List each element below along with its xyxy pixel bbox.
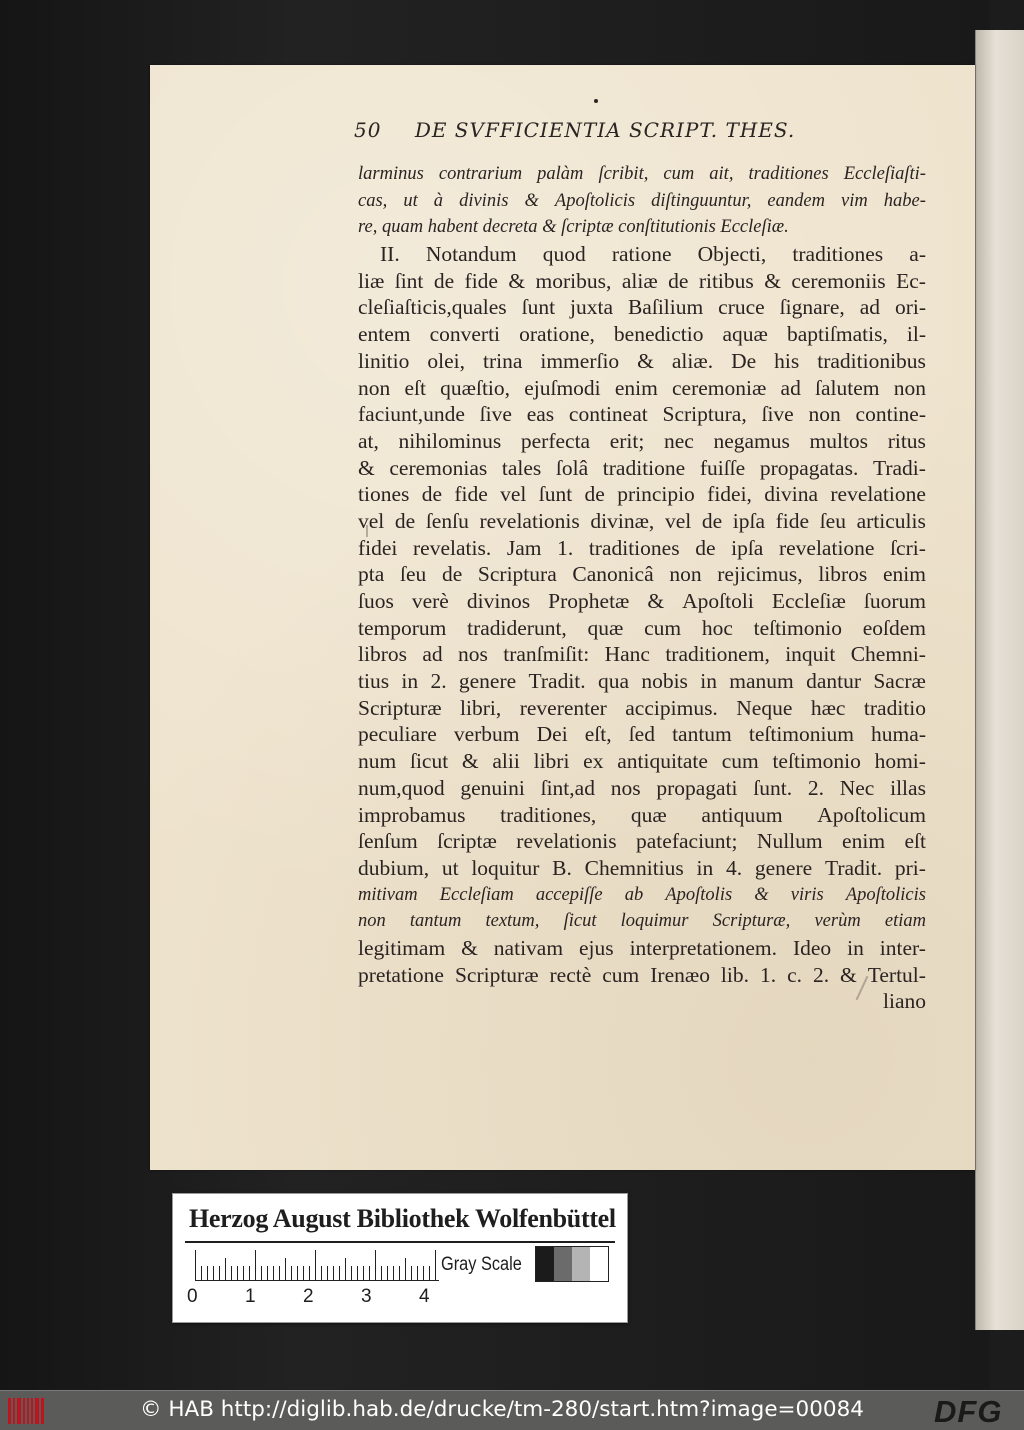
text-line: linitio olei, trina immerſio & aliæ. De his traditionibus (358, 348, 926, 373)
ruler-tick (201, 1266, 202, 1280)
text-line: Scripturæ libri, reverenter accipimus. Neque hæc traditio (358, 695, 926, 720)
ruler-tick (417, 1266, 418, 1280)
ruler-tick (429, 1266, 430, 1280)
text-line: temporum tradiderunt, quæ cum hoc teſtimonio eoſdem (358, 615, 926, 640)
gray-swatch (554, 1247, 572, 1281)
ruler-tick (375, 1250, 376, 1280)
ruler-tick (231, 1266, 232, 1280)
ruler-tick (327, 1266, 328, 1280)
ruler-tick (291, 1266, 292, 1280)
target-divider (185, 1241, 615, 1243)
text-line: ſuos verè divinos Prophetæ & Apoſtoli Eccleſiæ ſuorum (358, 589, 926, 613)
ruler-tick (339, 1266, 340, 1280)
text-line: liano (883, 989, 926, 1014)
ruler-tick (435, 1250, 436, 1280)
ruler-tick (381, 1266, 382, 1280)
text-line: liæ ſint de fide & moribus, aliæ de ritibus & ceremoniis Ec- (358, 268, 926, 293)
barcode-bar (23, 1398, 25, 1424)
text-line: II. Notandum quod ratione Objecti, traditiones a- (380, 242, 926, 267)
dfg-logo: DFG (934, 1394, 1003, 1429)
book-page (150, 65, 975, 1170)
ruler-tick (261, 1266, 262, 1280)
ruler-tick (273, 1266, 274, 1280)
ruler-baseline (195, 1280, 439, 1281)
ruler-tick (369, 1266, 370, 1280)
ruler-tick (207, 1266, 208, 1280)
ruler-tick (363, 1266, 364, 1280)
ruler-tick (351, 1266, 352, 1280)
ruler-tick (333, 1266, 334, 1280)
body-text (358, 161, 926, 1015)
ruler-tick (267, 1266, 268, 1280)
cm-ruler (195, 1250, 439, 1280)
ruler-tick (309, 1266, 310, 1280)
facing-page-edge (975, 30, 1024, 1330)
library-name: Herzog August Bibliothek Wolfenbüttel (189, 1204, 616, 1233)
ruler-number: 2 (303, 1286, 314, 1307)
ruler-tick (243, 1266, 244, 1280)
ruler-tick (213, 1266, 214, 1280)
text-line: non eſt quæſtio, ejuſmodi enim ceremoniæ ad ſalutem non (358, 375, 926, 400)
ruler-tick (399, 1266, 400, 1280)
text-line: fidei revelatis. Jam 1. traditiones de ipſa revelatione ſcri- (358, 535, 926, 560)
ruler-tick (423, 1266, 424, 1280)
copyright-link[interactable]: © HAB http://diglib.hab.de/drucke/tm-280/start.htm?image=00084 (140, 1397, 864, 1422)
color-target-card (172, 1193, 628, 1323)
text-line: entem converti oratione, benedictio aquæ baptiſmatis, il- (358, 322, 926, 347)
running-header (354, 118, 795, 148)
text-line: num,quod genuini ſint,ad nos propagati ſunt. 2. Nec illas (358, 775, 926, 800)
text-line: tiones de fide vel ſunt de principio fidei, divina revelatione (358, 482, 926, 507)
gray-scale-swatches (535, 1246, 609, 1282)
ruler-tick (345, 1258, 346, 1280)
text-line: cleſiaſticis,quales ſunt juxta Baſilium cruce ſignare, ad ori- (358, 295, 926, 320)
page-number: 50 (354, 118, 382, 142)
ruler-tick (219, 1266, 220, 1280)
barcode-bar (31, 1398, 33, 1424)
text-line: legitimam & nativam ejus interpretationem. Ideo in inter- (358, 935, 926, 960)
barcode-bar (27, 1398, 30, 1424)
text-line: num ſicut & alii libri ex antiquitate cum teſtimonio homi- (358, 749, 926, 774)
ruler-tick (237, 1266, 238, 1280)
gray-swatch (536, 1247, 554, 1281)
text-line: dubium, ut loquitur B. Chemnitius in 4. genere Tradit. pri- (358, 855, 926, 880)
barcode-bar (35, 1398, 39, 1424)
gray-swatch (572, 1247, 590, 1281)
ruler-tick (255, 1250, 256, 1280)
text-line: & ceremonias tales ſolâ traditione fuiſſe propagatas. Tradi- (358, 455, 926, 480)
footer-bar (0, 1390, 1024, 1430)
ruler-tick (303, 1266, 304, 1280)
barcode-bar (8, 1398, 11, 1424)
text-line: peculiare verbum Dei eſt, ſed tantum teſtimonium huma- (358, 722, 926, 747)
facing-page-text (992, 110, 1008, 1110)
barcode-bar (13, 1398, 15, 1424)
ruler-tick (393, 1266, 394, 1280)
text-line: tius in 2. genere Tradit. qua nobis in manum dantur Sacræ (358, 669, 926, 694)
ruler-number: 0 (187, 1286, 198, 1307)
barcode-bar (17, 1398, 21, 1424)
ruler-tick (279, 1266, 280, 1280)
ruler-tick (315, 1250, 316, 1280)
text-line: larminus contrarium palàm ſcribit, cum ait, traditiones Eccleſiaſti- (358, 164, 926, 184)
ruler-tick (357, 1266, 358, 1280)
text-line: ſenſum ſcriptæ revelationis patefaciunt; Nullum enim eſt (358, 829, 926, 854)
text-line: faciunt,unde ſive eas contineat Scriptura, ſive non contine- (358, 402, 926, 427)
ruler-tick (405, 1258, 406, 1280)
text-line: at, nihilominus perfecta erit; nec negamus multos ritus (358, 428, 926, 453)
ruler-number: 1 (245, 1286, 256, 1307)
ruler-tick (387, 1266, 388, 1280)
ruler-tick (285, 1258, 286, 1280)
text-line: non tantum textum, ſicut loquimur Scripturæ, verùm etiam (358, 911, 926, 932)
ruler-tick (225, 1258, 226, 1280)
ruler-number: 3 (361, 1286, 372, 1307)
text-line: cas, ut à divinis & Apoſtolicis diſtinguuntur, eandem vim habe- (358, 190, 926, 211)
hab-logo-icon (8, 1398, 44, 1424)
ruler-tick (195, 1250, 196, 1280)
ruler-tick (411, 1266, 412, 1280)
gray-swatch (590, 1247, 608, 1281)
text-line: mitivam Eccleſiam accepiſſe ab Apoſtolis & viris Apoſtolicis (358, 884, 926, 905)
gray-scale-label: Gray Scale (441, 1254, 522, 1275)
text-line: libros ad nos tranſmiſit: Hanc traditionem, inquit Chemni- (358, 642, 926, 667)
ruler-tick (321, 1266, 322, 1280)
ink-dot (594, 99, 598, 103)
text-line: vel de ſenſu revelationis divinæ, vel de ipſa fide ſeu articulis (358, 508, 926, 533)
text-line: re, quam habent decreta & ſcriptæ conſtitutionis Eccleſiæ. (358, 217, 789, 238)
text-line: pta ſeu de Scriptura Canonicâ non rejicimus, libros enim (358, 562, 926, 587)
barcode-bar (41, 1398, 44, 1424)
text-line: pretatione Scripturæ rectè cum Irenæo lib. 1. c. 2. & Tertul- (358, 962, 926, 987)
running-head-title: DE SVFFICIENTIA SCRIPT. THES. (414, 118, 796, 142)
ruler-tick (249, 1266, 250, 1280)
ruler-number: 4 (419, 1286, 430, 1307)
ruler-tick (297, 1266, 298, 1280)
ruler-numbers (187, 1286, 457, 1310)
text-line: improbamus traditiones, quæ antiquum Apoſtolicum (358, 802, 926, 827)
